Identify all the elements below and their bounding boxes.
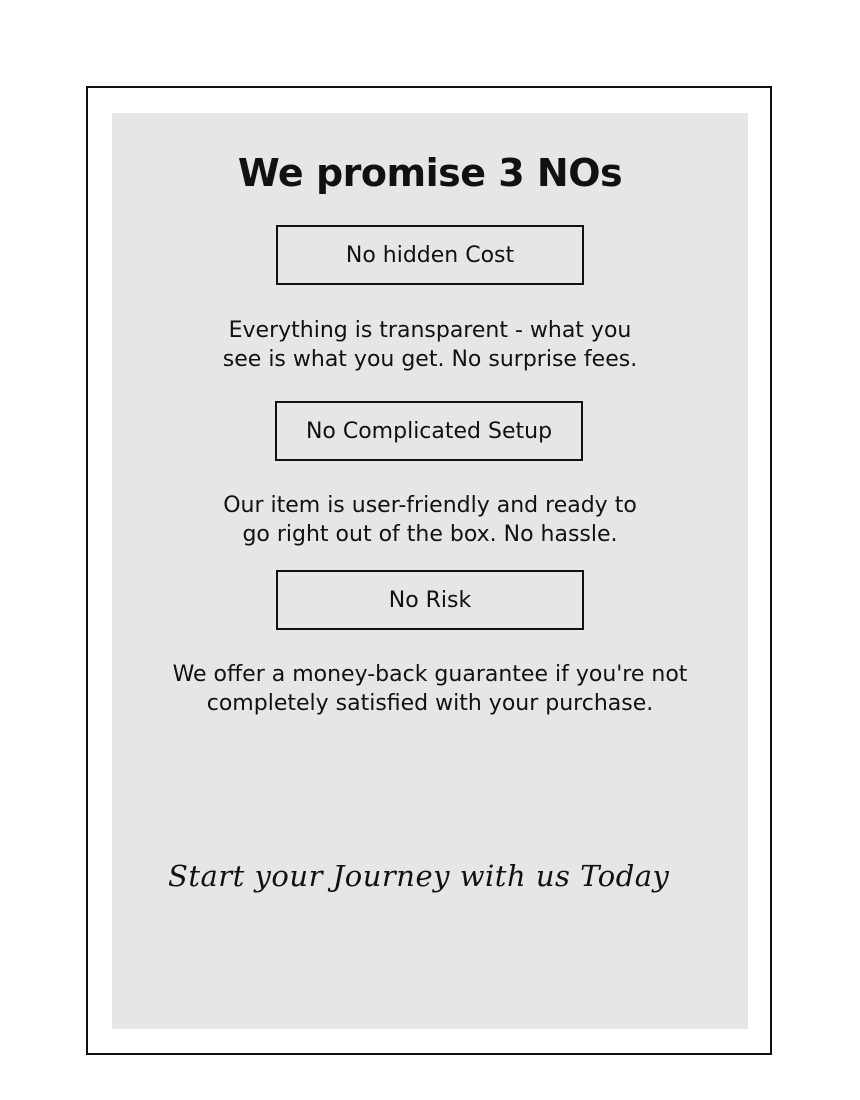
description-line: see is what you get. No surprise fees. <box>222 347 638 372</box>
page-title: We promise 3 NOs <box>237 151 623 195</box>
promise-badge-no-risk: No Risk <box>276 570 584 630</box>
content-panel <box>112 113 748 1029</box>
promise-description-no-complicated-setup <box>112 491 748 549</box>
description-line: completely satisfied with your purchase. <box>206 691 654 716</box>
description-line: We offer a money-back guarantee if you're not <box>172 662 688 687</box>
call-to-action-text: Start your Journey with us Today <box>168 859 670 893</box>
promise-badge-no-hidden-cost: No hidden Cost <box>276 225 584 285</box>
promise-badge-no-complicated-setup: No Complicated Setup <box>275 401 583 461</box>
poster-frame <box>86 86 772 1055</box>
promise-description-no-hidden-cost <box>112 316 748 374</box>
description-line: Everything is transparent - what you <box>228 318 632 343</box>
description-line: go right out of the box. No hassle. <box>242 522 618 547</box>
description-line: Our item is user-friendly and ready to <box>223 493 637 518</box>
promise-description-no-risk <box>112 660 748 718</box>
